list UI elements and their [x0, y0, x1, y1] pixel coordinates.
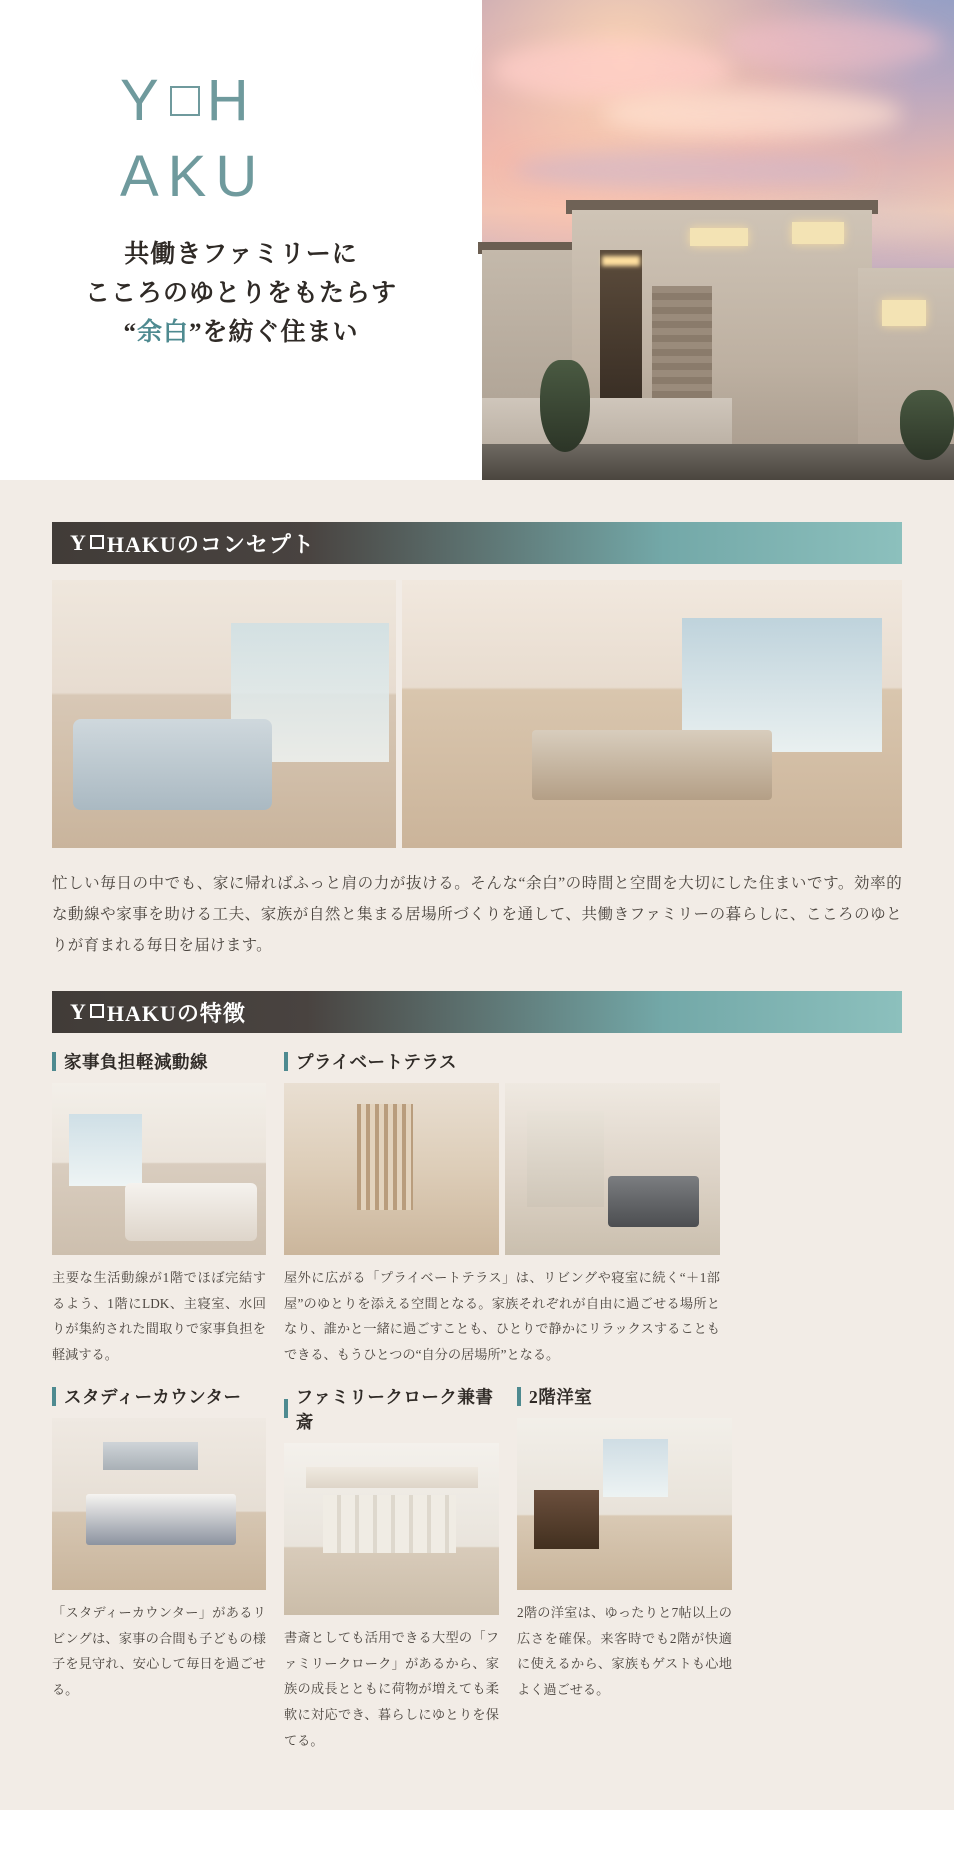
logo-letter-y: Y: [120, 68, 168, 133]
heading-square-icon: [90, 535, 104, 549]
entrance-light: [602, 256, 640, 266]
logo-letters-aku: AKU: [120, 144, 267, 209]
concept-image-row: [52, 580, 902, 848]
feature-title: [517, 1384, 732, 1409]
window-lit: [882, 300, 926, 326]
features-row-2: [52, 1384, 902, 1754]
feature-title-text: 家事負担軽減動線: [64, 1052, 208, 1072]
feature-title-text: プライベートテラス: [296, 1052, 457, 1072]
feature-caption: 主要な生活動線が1階でほぼ完結するよう、1階にLDK、主寝室、水回りが集約された間取りで家事負担を軽減する。: [52, 1270, 266, 1363]
shrub-decoration: [900, 390, 954, 460]
yohaku-accent: 余白: [136, 318, 189, 346]
ground-strip: [482, 444, 954, 480]
hero-catchcopy-line2: こころのゆとりをもたらす: [84, 279, 397, 307]
features-heading-post: HAKUの特徴: [106, 1000, 246, 1026]
title-bar-icon: [517, 1387, 521, 1406]
hero-section: [0, 0, 954, 480]
window-lit: [792, 222, 844, 244]
concept-photo-dining: [402, 580, 902, 848]
feature-card-second-floor-room: [517, 1384, 732, 1754]
logo-line-1: [120, 68, 370, 133]
hero-catchcopy-line1: 共働きファミリーに: [124, 241, 358, 268]
feature-card-family-cloak: [284, 1384, 499, 1754]
concept-paragraph: 忙しい毎日の中でも、家に帰ればふっと肩の力が抜ける。そんな“余白”の時間と空間を大切にした住まいです。効率的な動線や家事を助ける工夫、家族が自然と集まる居場所づくりを通して、共働きファミリーの暮らしに、こころのゆとりが育まれる毎日を届けます。: [52, 875, 902, 954]
features-heading-band: [52, 991, 902, 1033]
features-heading-pre: Y: [70, 999, 87, 1024]
concept-photo-living: [52, 580, 396, 848]
concept-heading-pre: Y: [70, 530, 87, 555]
cloud-decoration: [512, 150, 862, 190]
feature-caption: 2階の洋室は、ゆったりと7帖以上の広さを確保。来客時でも2階が快適に使えるから、家族もゲストも心地よく過ごせる。: [517, 1604, 732, 1698]
feature-card-study-counter: [52, 1384, 266, 1754]
title-bar-icon: [52, 1052, 56, 1071]
catchcopy-tail: ”を紡ぐ住まい: [189, 318, 359, 346]
feature-title-text: 2階洋室: [529, 1386, 593, 1407]
entrance-door: [600, 250, 642, 398]
logo-square-icon: [170, 86, 200, 116]
shrub-decoration: [540, 360, 590, 452]
title-bar-icon: [52, 1387, 56, 1406]
title-bar-icon: [284, 1052, 288, 1071]
content-section: [0, 480, 954, 1810]
feature-card-private-terrace: [284, 1049, 720, 1368]
feature-title: [52, 1384, 266, 1409]
feature-title: [52, 1049, 266, 1074]
feature-card-housework-flow: [52, 1049, 266, 1368]
feature-caption: 書斎としても活用できる大型の「ファミリークローク」があるから、家族の成長とともに荷物が増えても柔軟に対応でき、暮らしにゆとりを保てる。: [284, 1629, 499, 1748]
feature-photo-bedroom: [52, 1083, 266, 1255]
title-bar-icon: [284, 1399, 288, 1418]
feature-photo-terrace-outside: [505, 1083, 720, 1255]
cloud-decoration: [602, 90, 902, 138]
cloud-decoration: [722, 18, 942, 70]
brand-logo: [120, 68, 370, 209]
hero-catchcopy-line3: [0, 314, 482, 353]
feature-title: [284, 1049, 720, 1074]
hero-text-panel: [0, 0, 482, 480]
window-lit: [690, 228, 748, 246]
hero-catchcopy: [0, 236, 482, 352]
concept-heading-band: [52, 522, 902, 564]
feature-title-text: ファミリークローク兼書斎: [295, 1386, 494, 1432]
heading-square-icon: [90, 1004, 104, 1018]
features-block: [52, 991, 902, 1754]
feature-caption: 「スタディーカウンター」があるリビングは、家事の合間も子どもの様子を見守れ、安心して毎日を過ごせる。: [52, 1604, 266, 1698]
features-row-1: [52, 1049, 902, 1368]
quote-open: “: [123, 318, 137, 346]
logo-line-2: [120, 144, 370, 209]
feature-title: [284, 1384, 499, 1434]
feature-title-text: スタディーカウンター: [64, 1386, 242, 1407]
logo-letter-h: H: [206, 68, 258, 133]
concept-heading-post: HAKUのコンセプト: [106, 531, 315, 557]
feature-caption: 屋外に広がる「プライベートテラス」は、リビングや寝室に続く“＋1部屋”のゆとりを添える空間となる。家族それぞれが自由に過ごせる場所となり、誰かと一緒に過ごすことも、ひとりで静かにリラックスすることもできる、もうひとつの“自分の居場所”となる。: [284, 1270, 720, 1363]
feature-photo-pair: [284, 1083, 720, 1255]
feature-photo-kitchen-counter: [52, 1418, 266, 1590]
feature-photo-terrace-inside: [284, 1083, 499, 1255]
feature-photo-cloak: [284, 1443, 499, 1615]
feature-photo-second-floor-room: [517, 1418, 732, 1590]
